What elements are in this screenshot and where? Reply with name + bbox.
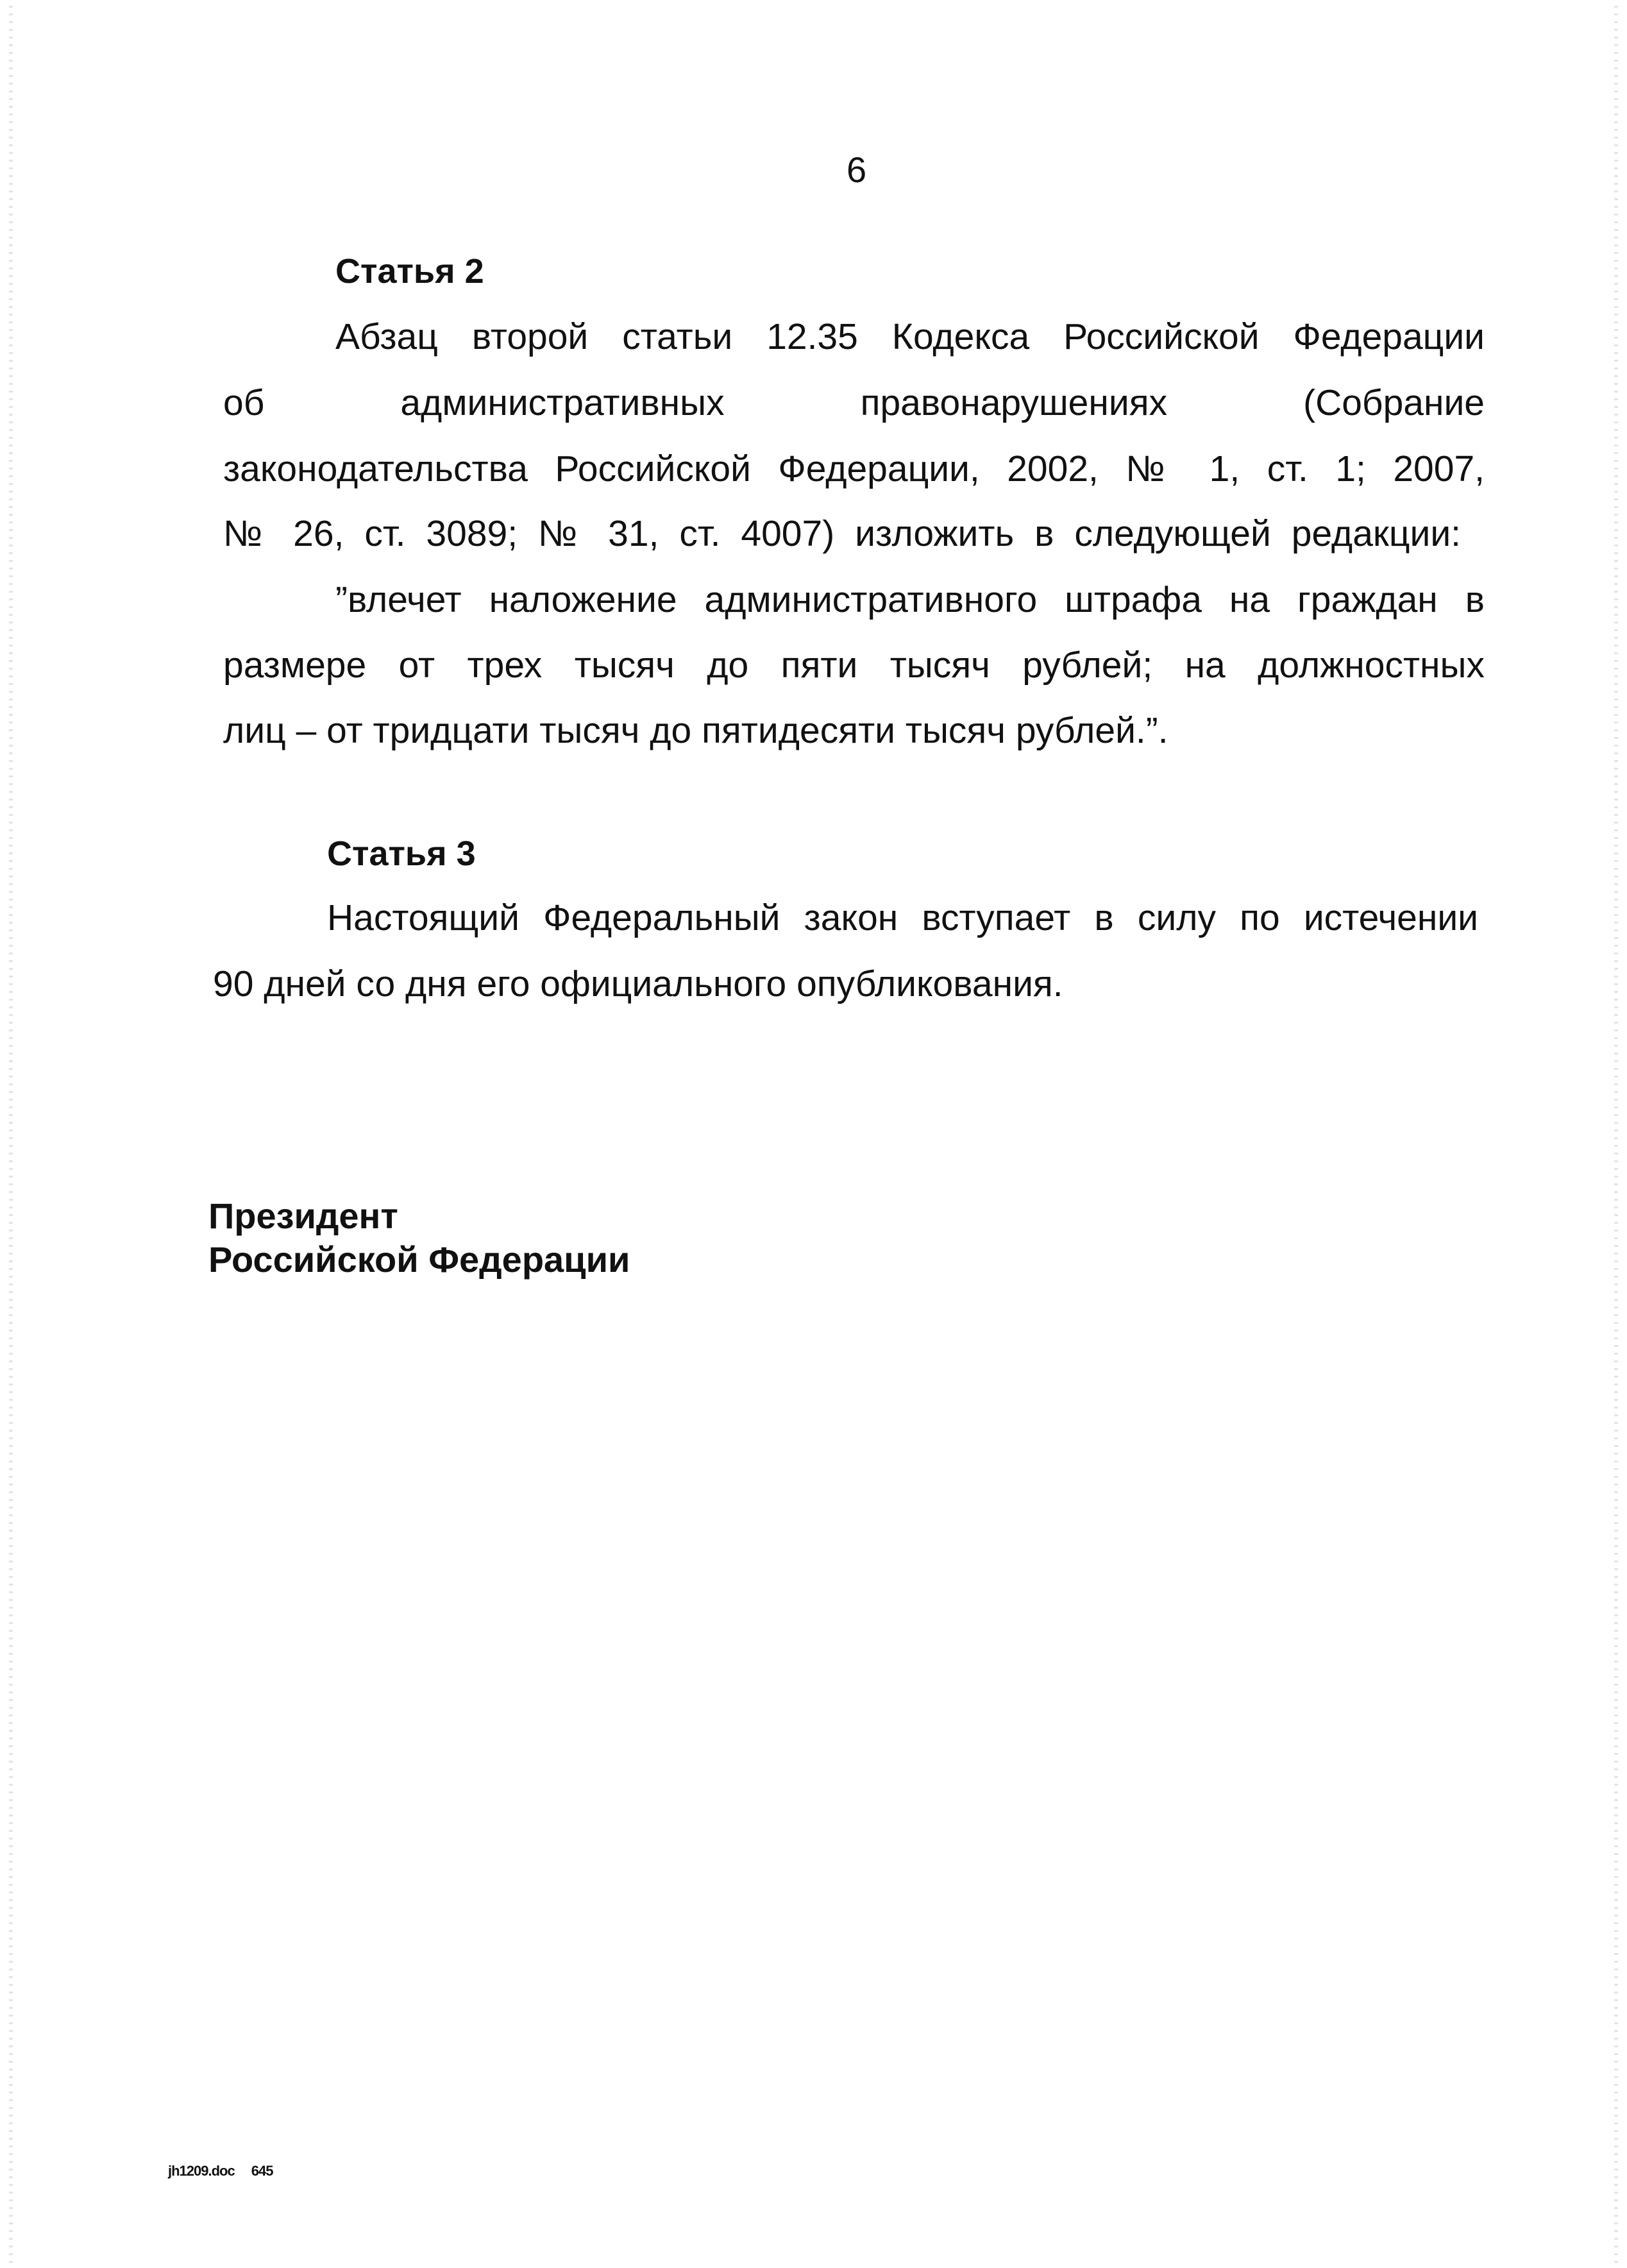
signature-title — [208, 1194, 630, 1282]
page-number: 6 — [847, 149, 867, 190]
article-3-heading: Статья 3 — [327, 834, 476, 873]
footer-code: 645 — [251, 2163, 273, 2179]
signature-line-1: Президент — [208, 1196, 398, 1236]
quote-line: размере от трех тысяч до пяти тысяч рублей; на должностных — [223, 645, 1485, 686]
article-3-line: Настоящий Федеральный закон вступает в силу по истечении — [327, 897, 1478, 938]
footer-stamp — [168, 2163, 289, 2179]
article-2-line: об административных правонарушениях (Собрание — [223, 382, 1485, 423]
article-2-line: Абзац второй статьи 12.35 Кодекса Российской Федерации — [335, 316, 1485, 357]
signature-line-2: Российской Федерации — [208, 1239, 630, 1280]
scan-edge-right — [1614, 0, 1618, 2268]
quote-line: лиц – от тридцати тысяч до пятидесяти тысяч рублей.”. — [223, 710, 1168, 751]
article-2-line: законодательства Российской Федерации, 2002, № 1, ст. 1; 2007, — [223, 448, 1485, 489]
article-3-line: 90 дней со дня его официального опубликования. — [213, 963, 1063, 1004]
scan-edge-left — [9, 0, 13, 2268]
article-2-heading: Статья 2 — [335, 252, 484, 291]
quote-line: ”влечет наложение административного штрафа на граждан в — [335, 579, 1485, 620]
article-2-line: № 26, ст. 3089; № 31, ст. 4007) изложить в следующей редакции: — [223, 513, 1461, 554]
footer-filename: jh1209.doc — [168, 2163, 235, 2179]
